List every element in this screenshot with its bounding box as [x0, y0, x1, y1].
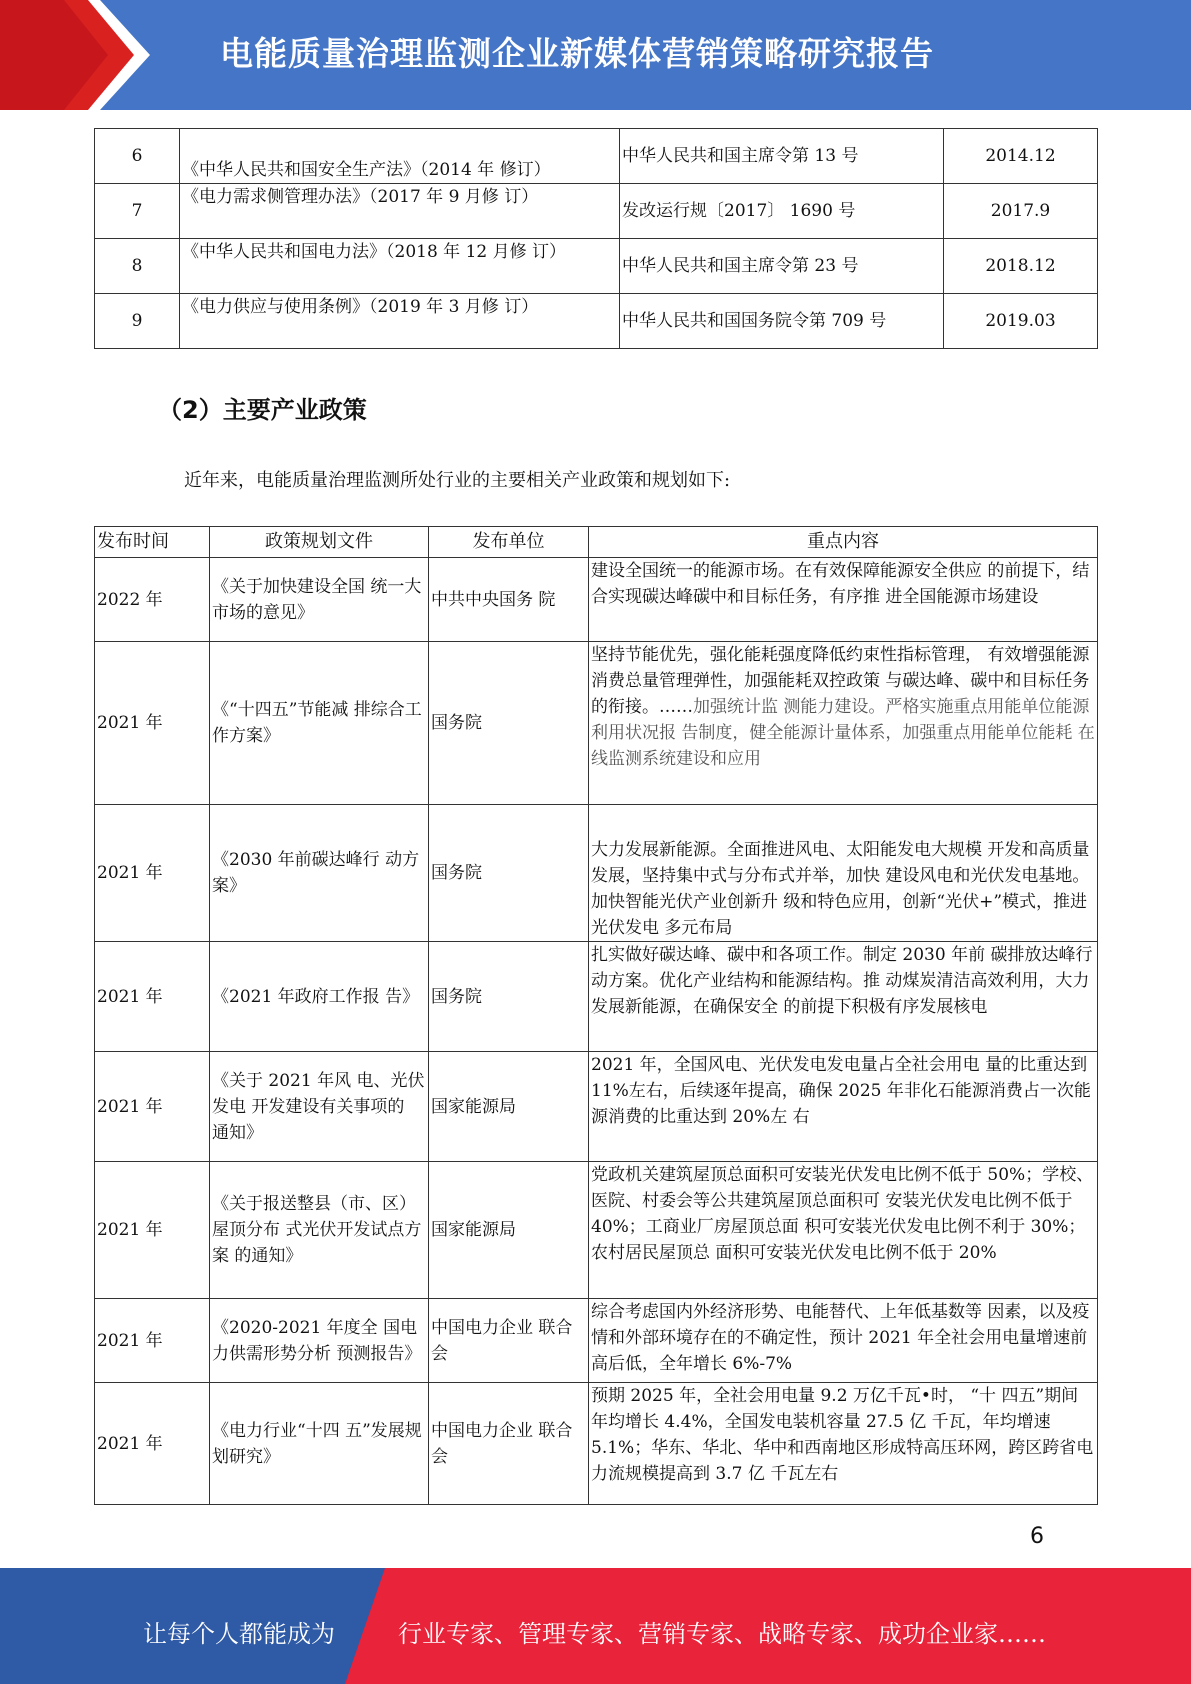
- policy-issuer: 国务院: [429, 942, 589, 1052]
- policy-content: 党政机关建筑屋顶总面积可安装光伏发电比例不低于 50%；学校、医院、村委会等公共建筑屋顶总面积可 安装光伏发电比例不低于 40%；工商业厂房屋顶总面 积可安装光伏发电比例不利于 30%；农村居民屋顶总 面积可安装光伏发电比例不低于 20%: [589, 1162, 1098, 1299]
- policy-issuer: 国家能源局: [429, 1052, 589, 1162]
- policy-document: 《关于报送整县（市、区）屋顶分布 式光伏开发试点方案 的通知》: [210, 1162, 429, 1299]
- policy-content: 2021 年，全国风电、光伏发电发电量占全社会用电 量的比重达到 11%左右，后续逐年提高，确保 2025 年非化石能源消费占一次能源消费的比重达到 20%左 右: [589, 1052, 1098, 1162]
- table-row: [95, 1299, 1098, 1383]
- laws-table: [94, 128, 1098, 349]
- footer-slogan-left: 让每个人都能成为: [143, 1620, 335, 1648]
- table-row: [95, 294, 1098, 349]
- column-header-issuer: 发布单位: [429, 527, 589, 558]
- policy-document: 《“十四五”节能减 排综合工作方案》: [210, 642, 429, 805]
- policy-year: 2021 年: [95, 642, 210, 805]
- policy-year: 2021 年: [95, 805, 210, 942]
- policy-year: 2021 年: [95, 942, 210, 1052]
- column-header-content: 重点内容: [589, 527, 1098, 558]
- law-name: 《中华人民共和国安全生产法》（2014 年 修订）: [180, 129, 620, 184]
- policy-year: 2021 年: [95, 1383, 210, 1505]
- policy-content: 预期 2025 年，全社会用电量 9.2 万亿千瓦•时， “十 四五”期间年均增长 4.4%，全国发电装机容量 27.5 亿 千瓦，年均增速 5.1%；华东、华北、华中和西南地区形成特高压环网，跨区跨省电力流规模提高到 3.7 亿 千瓦左右: [589, 1383, 1098, 1505]
- law-name: 《电力需求侧管理办法》（2017 年 9 月修 订）: [180, 184, 620, 239]
- table-header-row: [95, 527, 1098, 558]
- section-heading: （2）主要产业政策: [158, 396, 367, 424]
- page-number: 6: [1030, 1524, 1044, 1549]
- policy-document: 《2030 年前碳达峰行 动方案》: [210, 805, 429, 942]
- policy-table: [94, 526, 1098, 1505]
- law-number: 7: [95, 184, 180, 239]
- law-number: 9: [95, 294, 180, 349]
- policy-content: 综合考虑国内外经济形势、电能替代、上年低基数等 因素，以及疫情和外部环境存在的不确定性，预计 2021 年全社会用电量增速前高后低，全年增长 6%-7%: [589, 1299, 1098, 1383]
- footer-slogan-right: 行业专家、管理专家、营销专家、战略专家、成功企业家……: [398, 1620, 1046, 1648]
- policy-document: 《关于加快建设全国 统一大市场的意见》: [210, 558, 429, 642]
- law-issuer: 中华人民共和国主席令第 13 号: [620, 129, 944, 184]
- policy-year: 2021 年: [95, 1162, 210, 1299]
- law-number: 6: [95, 129, 180, 184]
- law-date: 2018.12: [944, 239, 1098, 294]
- law-name: 《中华人民共和国电力法》（2018 年 12 月修 订）: [180, 239, 620, 294]
- report-title: 电能质量治理监测企业新媒体营销策略研究报告: [220, 34, 934, 73]
- table-row: [95, 558, 1098, 642]
- policy-issuer: 国务院: [429, 642, 589, 805]
- table-row: [95, 805, 1098, 942]
- policy-issuer: 国务院: [429, 805, 589, 942]
- policy-issuer: 中国电力企业 联合会: [429, 1383, 589, 1505]
- policy-document: 《电力行业“十四 五”发展规划研究》: [210, 1383, 429, 1505]
- table-row: [95, 642, 1098, 805]
- policy-document: 《2021 年政府工作报 告》: [210, 942, 429, 1052]
- policy-document: 《关于 2021 年风 电、光伏发电 开发建设有关事项的 通知》: [210, 1052, 429, 1162]
- policy-year: 2021 年: [95, 1052, 210, 1162]
- table-row: [95, 184, 1098, 239]
- policy-document: 《2020-2021 年度全 国电力供需形势分析 预测报告》: [210, 1299, 429, 1383]
- law-date: 2019.03: [944, 294, 1098, 349]
- law-date: 2014.12: [944, 129, 1098, 184]
- table-row: [95, 239, 1098, 294]
- policy-content: 建设全国统一的能源市场。在有效保障能源安全供应 的前提下，结合实现碳达峰碳中和目标任务，有序推 进全国能源市场建设: [589, 558, 1098, 642]
- law-issuer: 中华人民共和国主席令第 23 号: [620, 239, 944, 294]
- column-header-date: 发布时间: [95, 527, 210, 558]
- law-issuer: 中华人民共和国国务院令第 709 号: [620, 294, 944, 349]
- policy-issuer: 中国电力企业 联合会: [429, 1299, 589, 1383]
- column-header-document: 政策规划文件: [210, 527, 429, 558]
- table-row: [95, 1162, 1098, 1299]
- law-date: 2017.9: [944, 184, 1098, 239]
- table-row: [95, 1052, 1098, 1162]
- policy-content-extra: 加强统计监 测能力建设。严格实施重点用能单位能源利用状况报 告制度，健全能源计量体系，加强重点用能单位能耗 在线监测系统建设和应用: [591, 697, 1095, 769]
- policy-content: 大力发展新能源。全面推进风电、太阳能发电大规模 开发和高质量发展，坚持集中式与分布式并举，加快 建设风电和光伏发电基地。加快智能光伏产业创新升 级和特色应用，创新“光伏+”模式，推进光伏发电 多元布局: [589, 805, 1098, 942]
- page-header: [0, 0, 1191, 110]
- policy-issuer: 国家能源局: [429, 1162, 589, 1299]
- section-intro: 近年来，电能质量治理监测所处行业的主要相关产业政策和规划如下:: [184, 470, 731, 491]
- header-arrow-decoration: [0, 0, 150, 110]
- law-number: 8: [95, 239, 180, 294]
- policy-content: 扎实做好碳达峰、碳中和各项工作。制定 2030 年前 碳排放达峰行动方案。优化产业结构和能源结构。推 动煤炭清洁高效利用，大力发展新能源，在确保安全 的前提下积极有序发展核电: [589, 942, 1098, 1052]
- policy-content: [589, 642, 1098, 805]
- law-issuer: 发改运行规〔2017〕 1690 号: [620, 184, 944, 239]
- table-row: [95, 1383, 1098, 1505]
- table-row: [95, 942, 1098, 1052]
- policy-issuer: 中共中央国务 院: [429, 558, 589, 642]
- law-name: 《电力供应与使用条例》（2019 年 3 月修 订）: [180, 294, 620, 349]
- policy-year: 2021 年: [95, 1299, 210, 1383]
- policy-content-main: 坚持节能优先，强化能耗强度降低约束性指标管理， 有效增强能源消费总量管理弹性，加强能耗双控政策 与碳达峰、碳中和目标任务的衔接。……: [591, 645, 1090, 717]
- table-row: [95, 129, 1098, 184]
- policy-year: 2022 年: [95, 558, 210, 642]
